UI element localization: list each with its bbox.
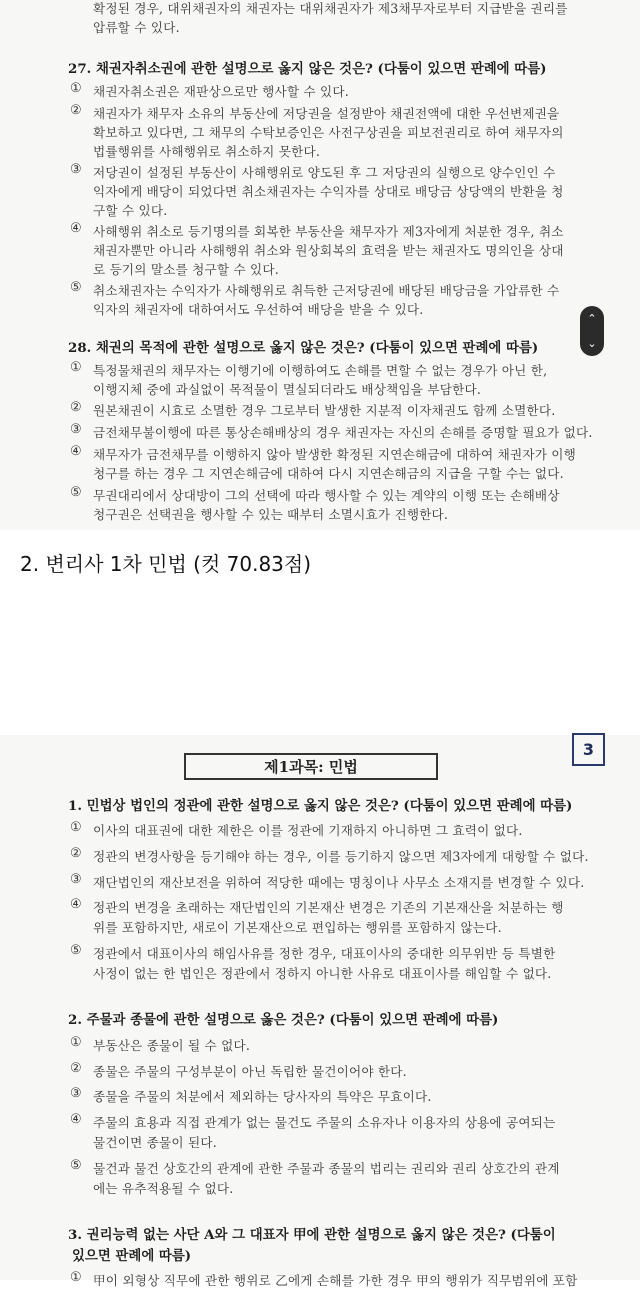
q28-option-5-line: 청구권은 선택권을 행사할 수 있는 때부터 소멸시효가 진행한다. [93,507,449,522]
q27-option-4-line: 사해행위 취소로 등기명의를 회복한 부동산을 채무자가 제3자에게 처분한 경우, 취소 [93,224,564,239]
q1-option-4-line: 위를 포함하지만, 새로이 기본재산으로 편입하는 행위를 포함하지 않는다. [93,920,502,935]
q28-option-5-line: 무권대리에서 상대방이 그의 선택에 따라 행사할 수 있는 계약의 이행 또는 손해배상 [93,488,560,503]
q28-option-1-line: 특정물채권의 채무자는 이행기에 이행하여도 손해를 면할 수 없는 경우가 아닌 한, [93,363,548,378]
q28-option-4-number: ④ [70,444,82,459]
scanned-exam-page-bottom [0,735,640,1280]
q3-option-1-number: ① [70,1270,82,1285]
chevron-up-icon[interactable]: ⌃ [587,311,597,325]
q2-option-5-number: ⑤ [70,1158,82,1173]
q27-option-3-line: 구할 수 있다. [93,203,168,218]
q27-option-2-line: 법률행위를 사해행위로 취소하지 못한다. [93,144,321,159]
scanned-exam-page-top [0,0,640,530]
q27-option-5-line: 취소채권자는 수익자가 사해행위로 취득한 근저당권에 배당된 배당금을 가압류한 수 [93,283,560,298]
q27-option-1-line: 채권자취소권은 재판상으로만 행사할 수 있다. [93,84,349,99]
q28-option-4-line: 채무자가 금전채무를 이행하지 않아 발생한 확정된 지연손해금에 대하여 채권자가 이행 [93,447,576,462]
q1-option-5-number: ⑤ [70,943,82,958]
question-3-title: 3. 권리능력 없는 사단 A와 그 대표자 甲에 관한 설명으로 옳지 않은 것은? (다툼이 [68,1227,556,1243]
carry-line-2: 압류할 수 있다. [93,20,180,35]
q2-option-2-line: 종물은 주물의 구성부분이 아닌 독립한 물건이어야 한다. [93,1064,407,1079]
q27-option-3-line: 저당권이 설정된 부동산이 사해행위로 양도된 후 그 저당권의 실행으로 양수인인 수 [93,165,556,180]
q27-option-4-number: ④ [70,221,82,236]
q1-option-1-number: ① [70,820,82,835]
q27-option-5-line: 익자의 채권자에 대하여서도 우선하여 배당을 받을 수 있다. [93,302,424,317]
q2-option-2-number: ② [70,1061,82,1076]
question-1-title: 1. 민법상 법인의 정관에 관한 설명으로 옳지 않은 것은? (다툼이 있으면 판례에 따름) [68,798,573,814]
q2-option-3-number: ③ [70,1086,82,1101]
q28-option-5-number: ⑤ [70,485,82,500]
scroll-up-down-button[interactable] [580,306,604,356]
q2-option-1-line: 부동산은 종물이 될 수 없다. [93,1038,251,1053]
q2-option-4-number: ④ [70,1112,82,1127]
q28-option-2-line: 원본채권이 시효로 소멸한 경우 그로부터 발생한 지분적 이자채권도 함께 소멸한다. [93,403,556,418]
q27-option-2-line: 확보하고 있다면, 그 채무의 수탁보증인은 사전구상권을 피보전권리로 하여 채무자의 [93,125,564,140]
q27-option-3-line: 익자에게 배당이 되었다면 취소채권자는 수익자를 상대로 배당금 상당액의 반환을 청 [93,184,564,199]
subject-title-box: 제1과목: 민법 [184,753,438,780]
q27-option-2-number: ② [70,103,82,118]
q28-option-4-line: 청구를 하는 경우 그 지연손해금에 대하여 다시 지연손해금의 지급을 구할 수는 없다. [93,466,564,481]
question-27-title: 27. 채권자취소권에 관한 설명으로 옳지 않은 것은? (다툼이 있으면 판례에 따름) [68,61,547,77]
q1-option-2-line: 정관의 변경사항을 등기해야 하는 경우, 이를 등기하지 않으면 제3자에게 대항할 수 없다. [93,849,589,864]
q3-option-1-line: 甲이 외형상 직무에 관한 행위로 乙에게 손해를 가한 경우 甲의 행위가 직무범위에 포함 [93,1273,578,1288]
q27-option-5-number: ⑤ [70,280,82,295]
q28-option-2-number: ② [70,400,82,415]
q1-option-5-line: 사정이 없는 한 법인은 정관에서 정하지 아니한 사유로 대표이사를 해임할 수 없다. [93,966,552,981]
question-28-title: 28. 채권의 목적에 관한 설명으로 옳지 않은 것은? (다툼이 있으면 판례에 따름) [68,340,539,356]
q27-option-2-line: 채권자가 채무자 소유의 부동산에 저당권을 설정받아 채권전액에 대한 우선변제권을 [93,106,560,121]
q1-option-4-number: ④ [70,897,82,912]
q1-option-1-line: 이사의 대표권에 대한 제한은 이를 정관에 기재하지 아니하면 그 효력이 없다. [93,823,523,838]
q28-option-1-line: 이행지체 중에 과실없이 목적물이 멸실되더라도 배상책임을 부담한다. [93,382,482,397]
q1-option-3-number: ③ [70,872,82,887]
q27-option-1-number: ① [70,81,82,96]
q28-option-1-number: ① [70,360,82,375]
question-3-title: 있으면 판례에 따름) [72,1248,192,1264]
page-number-badge: 3 [572,733,605,766]
q1-option-5-line: 정관에서 대표이사의 해임사유를 정한 경우, 대표이사의 중대한 의무위반 등 특별한 [93,946,556,961]
q28-option-3-line: 금전채무불이행에 따른 통상손해배상의 경우 채권자는 자신의 손해를 증명할 필요가 없다. [93,425,593,440]
q2-option-3-line: 종물을 주물의 처분에서 제외하는 당사자의 특약은 무효이다. [93,1089,432,1104]
q28-option-3-number: ③ [70,422,82,437]
q27-option-3-number: ③ [70,162,82,177]
chevron-down-icon[interactable]: ⌄ [587,336,597,350]
q27-option-4-line: 채권자뿐만 아니라 사해행위 취소와 원상회복의 효력을 받는 채권자도 명의인을 상대 [93,243,564,258]
q27-option-4-line: 로 등기의 말소를 청구할 수 있다. [93,262,279,277]
q2-option-4-line: 주물의 효용과 직접 관계가 없는 물건도 주물의 소유자나 이용자의 상용에 공여되는 [93,1115,556,1130]
q1-option-4-line: 정관의 변경을 초래하는 재단법인의 기본재산 변경은 기존의 기본재산을 처분하는 행 [93,900,564,915]
section-heading: 2. 변리사 1차 민법 (컷 70.83점) [20,552,312,576]
question-2-title: 2. 주물과 종물에 관한 설명으로 옳은 것은? (다툼이 있으면 판례에 따름) [68,1012,499,1028]
carry-line-1: 확정된 경우, 대위채권자의 채권자는 대위채권자가 제3채무자로부터 지급받을 권리를 [93,1,568,16]
q2-option-5-line: 물건과 물건 상호간의 관계에 관한 주물과 종물의 법리는 권리와 권리 상호간의 관계 [93,1161,560,1176]
q2-option-1-number: ① [70,1035,82,1050]
q2-option-5-line: 에는 유추적용될 수 없다. [93,1181,234,1196]
q2-option-4-line: 물건이면 종물이 된다. [93,1135,217,1150]
q1-option-3-line: 재단법인의 재산보전을 위하여 적당한 때에는 명칭이나 사무소 소재지를 변경할 수 있다. [93,875,585,890]
q1-option-2-number: ② [70,846,82,861]
